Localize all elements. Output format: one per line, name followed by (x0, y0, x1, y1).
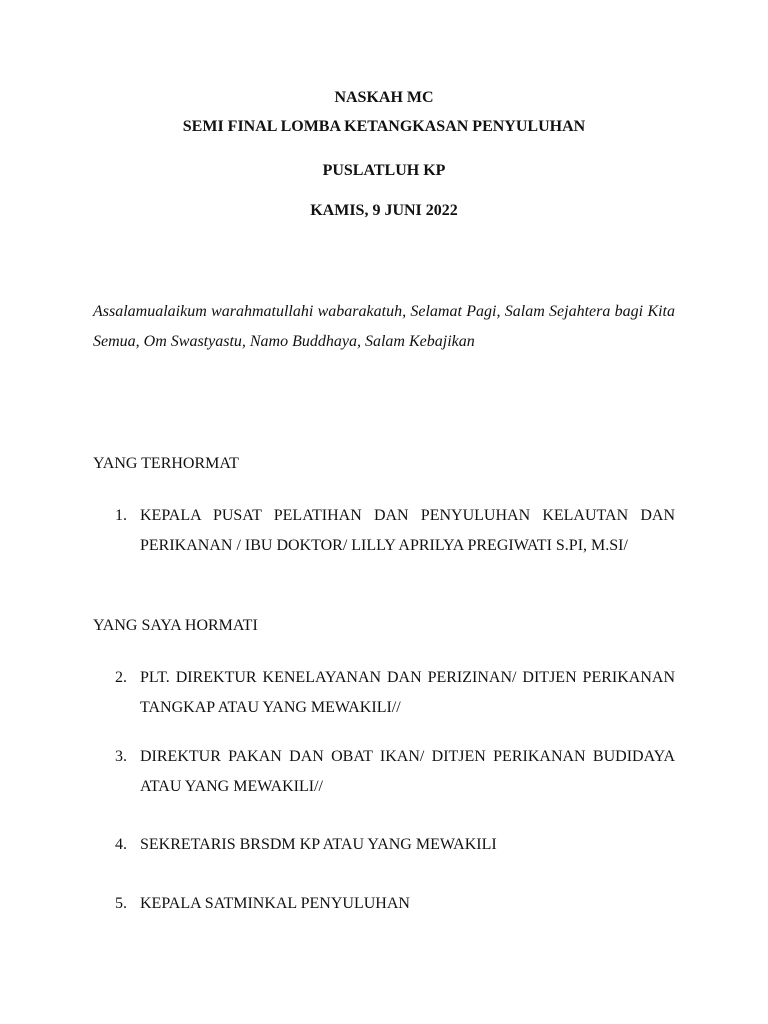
list-item (115, 889, 675, 919)
list-item-text: PLT. DIREKTUR KENELAYANAN DAN PERIZINAN/ DITJEN PERIKANAN TANGKAP ATAU YANG MEWAKILI// (140, 669, 675, 716)
document-title: NASKAH MC (334, 89, 434, 106)
list-item (115, 742, 675, 801)
list-item-text: KEPALA PUSAT PELATIHAN DAN PENYULUHAN KELAUTAN DAN PERIKANAN / IBU DOKTOR/ LILLY APRILYA PREGIWATI S.PI, M.SI/ (140, 507, 675, 554)
list-item-number: 1. (115, 507, 127, 524)
list-item-number: 2. (115, 669, 127, 686)
list-item-number: 5. (115, 895, 127, 912)
list-item (115, 663, 675, 722)
list-item-number: 3. (115, 748, 127, 765)
list-item (115, 830, 675, 860)
list-item-number: 4. (115, 836, 127, 853)
list-item-text: DIREKTUR PAKAN DAN OBAT IKAN/ DITJEN PERIKANAN BUDIDAYA ATAU YANG MEWAKILI// (140, 748, 675, 795)
event-date: KAMIS, 9 JUNI 2022 (310, 202, 458, 219)
list-item-text: SEKRETARIS BRSDM KP ATAU YANG MEWAKILI (140, 836, 497, 853)
organizer-title: PUSLATLUH KP (322, 162, 446, 179)
list-item (115, 501, 675, 560)
section-heading-terhormat: YANG TERHORMAT (93, 455, 239, 472)
event-title: SEMI FINAL LOMBA KETANGKASAN PENYULUHAN (182, 118, 586, 135)
section-heading-saya-hormati: YANG SAYA HORMATI (93, 617, 258, 634)
opening-greeting: Assalamualaikum warahmatullahi wabarakatuh, Selamat Pagi, Salam Sejahtera bagi Kita Semua, Om Swastyastu, Namo Buddhaya, Salam Kebajikan (93, 303, 675, 350)
list-item-text: KEPALA SATMINKAL PENYULUHAN (140, 895, 410, 912)
